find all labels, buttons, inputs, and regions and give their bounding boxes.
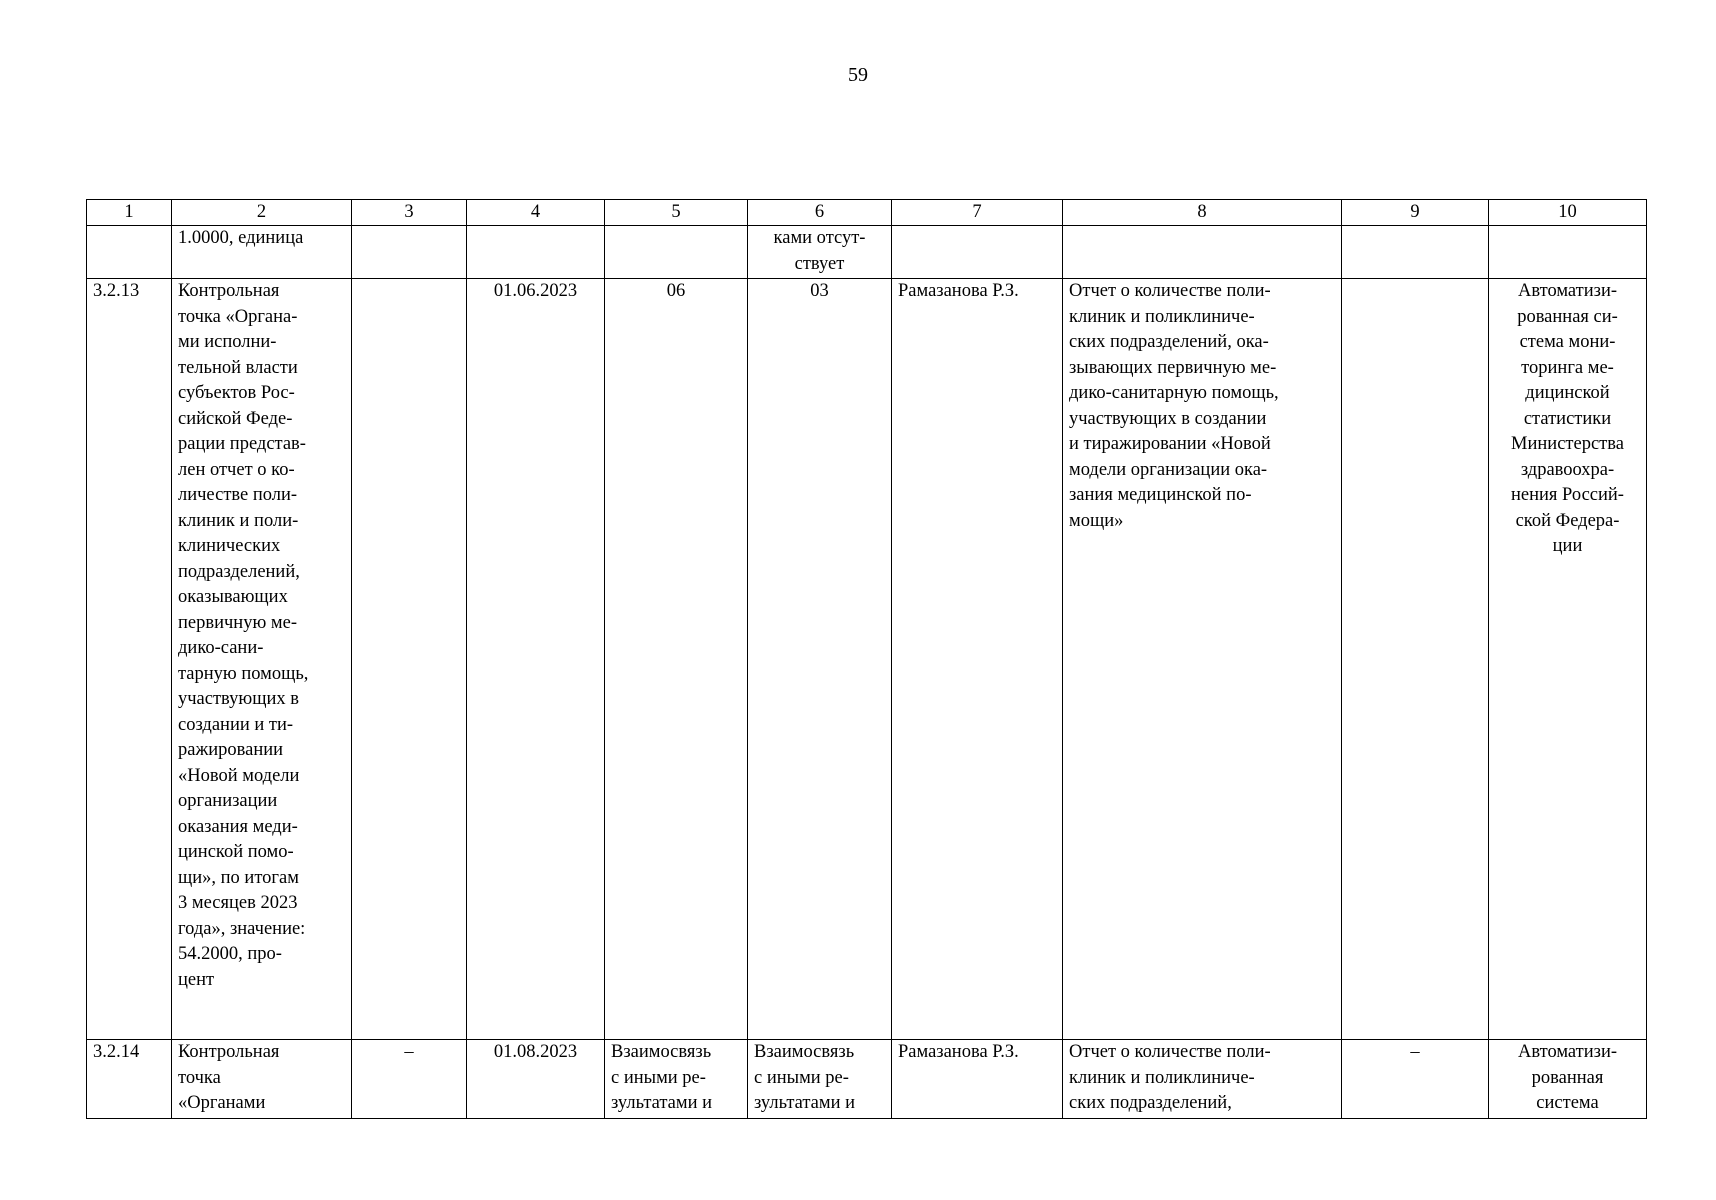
- header-cell: 3: [352, 200, 467, 226]
- table-row: [87, 226, 1647, 279]
- page-number: 59: [848, 64, 868, 86]
- table-header-row: [87, 200, 1647, 226]
- table-row: [87, 279, 1647, 1040]
- table-cell: –: [352, 1040, 467, 1119]
- description-cell: Контрольная точка «Органами: [172, 1040, 352, 1119]
- table-cell: [1342, 279, 1489, 1040]
- header-cell: 4: [467, 200, 605, 226]
- table-cell: Взаимосвязь с иными ре- зультатами и: [605, 1040, 748, 1119]
- description-cell: Контрольная точка «Органа- ми исполни- тельной власти субъектов Рос- сийской Феде- рации представ- лен отчет о ко- личестве поли- клиник и поли- клинических подразделений, оказывающих первичную ме- дико-сани- тарную помощь, участвующих в создании и ти- ражировании «Новой модели организации оказания меди- цинской помо- щи», по итогам 3 месяцев 2023 года», значение: 54.2000, про- цент: [172, 279, 352, 1040]
- document-cell: Отчет о количестве поли- клиник и поликлиниче- ских подразделений,: [1063, 1040, 1342, 1119]
- responsible-cell: Рамазанова Р.З.: [892, 1040, 1063, 1119]
- table-cell: Взаимосвязь с иными ре- зультатами и: [748, 1040, 892, 1119]
- table-cell: [1342, 226, 1489, 279]
- document-cell: [1063, 226, 1342, 279]
- table-cell: 03: [748, 279, 892, 1040]
- responsible-cell: [892, 226, 1063, 279]
- system-cell: [1489, 226, 1647, 279]
- table-row: [87, 1040, 1647, 1119]
- row-number-cell: [87, 226, 172, 279]
- header-cell: 10: [1489, 200, 1647, 226]
- system-cell: Автоматизи- рованная система: [1489, 1040, 1647, 1119]
- responsible-cell: Рамазанова Р.З.: [892, 279, 1063, 1040]
- document-table: [86, 199, 1647, 1119]
- table-cell: [352, 226, 467, 279]
- description-cell: 1.0000, единица: [172, 226, 352, 279]
- header-cell: 2: [172, 200, 352, 226]
- system-cell: Автоматизи- рованная си- стема мони- торинга ме- дицинской статистики Министерства здравоохра- нения Россий- ской Федера- ции: [1489, 279, 1647, 1040]
- table-cell: ками отсут- ствует: [748, 226, 892, 279]
- date-cell: 01.06.2023: [467, 279, 605, 1040]
- table-cell: [605, 226, 748, 279]
- row-number-cell: 3.2.14: [87, 1040, 172, 1119]
- table-cell: 06: [605, 279, 748, 1040]
- header-cell: 1: [87, 200, 172, 226]
- row-number-cell: 3.2.13: [87, 279, 172, 1040]
- table-cell: [352, 279, 467, 1040]
- document-cell: Отчет о количестве поли- клиник и поликлиниче- ских подразделений, ока- зывающих первичную ме- дико-санитарную помощь, участвующих в создании и тиражировании «Новой модели организации ока- зания медицинской по- мощи»: [1063, 279, 1342, 1040]
- header-cell: 8: [1063, 200, 1342, 226]
- header-cell: 7: [892, 200, 1063, 226]
- header-cell: 6: [748, 200, 892, 226]
- date-cell: 01.08.2023: [467, 1040, 605, 1119]
- header-cell: 5: [605, 200, 748, 226]
- table-cell: –: [1342, 1040, 1489, 1119]
- header-cell: 9: [1342, 200, 1489, 226]
- date-cell: [467, 226, 605, 279]
